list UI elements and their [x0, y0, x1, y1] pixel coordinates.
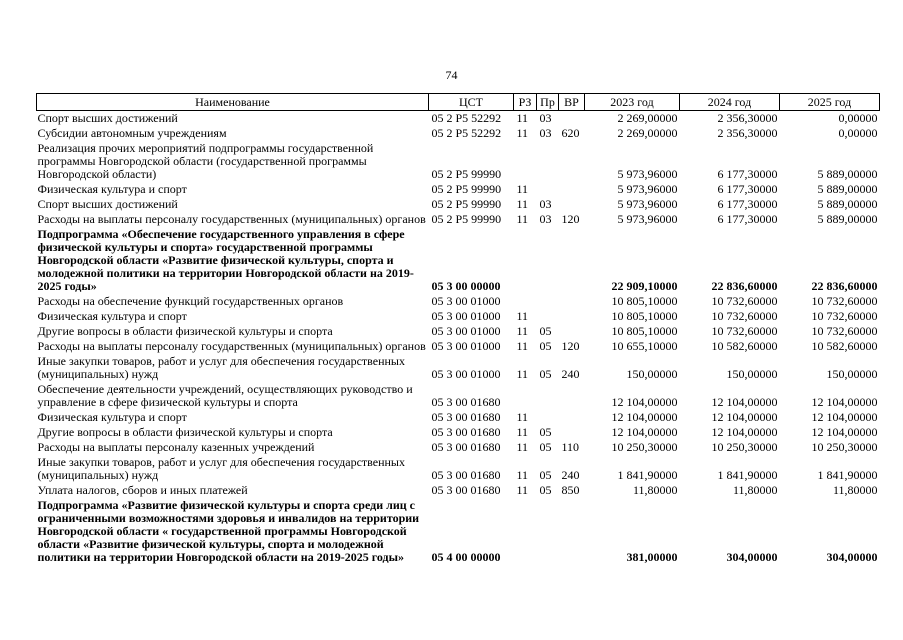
- cell-cst: 05 3 00 01000: [431, 324, 501, 338]
- cell-name: Расходы на обеспечение функций государственных органов: [37, 294, 344, 308]
- cell-y2024: 304,00000: [726, 550, 778, 564]
- cell-pr: [537, 309, 559, 324]
- cell-name: Физическая культура и спорт: [37, 182, 187, 196]
- cell-y2023: 5 973,96000: [617, 182, 678, 196]
- table-row: [37, 425, 880, 440]
- cell-rz: 11: [516, 197, 529, 211]
- cell-name: Расходы на выплаты персоналу казенных учреждений: [37, 440, 315, 454]
- table-row: [37, 294, 880, 309]
- cell-vr: [559, 425, 585, 440]
- cell-cst: 05 3 00 01680: [431, 395, 501, 409]
- budget-table: [36, 93, 880, 565]
- cell-name: Физическая культура и спорт: [37, 410, 187, 424]
- table-row: [37, 227, 880, 294]
- cell-vr: [559, 382, 585, 410]
- header-2023: 2023 год: [585, 94, 680, 111]
- cell-y2024: 10 732,60000: [711, 324, 778, 338]
- header-vr: ВР: [559, 94, 585, 111]
- cell-pr: [537, 141, 559, 182]
- cell-y2025: 12 104,00000: [811, 425, 878, 439]
- cell-name: Субсидии автономным учреждениям: [37, 126, 227, 140]
- header-rz: РЗ: [514, 94, 537, 111]
- header-pr: Пр: [537, 94, 559, 111]
- cell-cst: 05 2 P5 99990: [431, 167, 502, 181]
- cell-y2025: 10 250,30000: [811, 440, 878, 454]
- cell-y2023: 1 841,90000: [617, 468, 678, 482]
- cell-cst: 05 3 00 01000: [431, 367, 501, 381]
- cell-rz: 11: [516, 212, 529, 226]
- cell-y2025: 0,00000: [838, 126, 878, 140]
- cell-pr: 05: [539, 425, 552, 439]
- cell-y2024: 150,00000: [726, 367, 778, 381]
- cell-y2024: 6 177,30000: [717, 182, 778, 196]
- cell-vr: [559, 197, 585, 212]
- cell-vr: [559, 498, 585, 565]
- cell-rz: [514, 227, 537, 294]
- cell-rz: 11: [516, 182, 529, 196]
- cell-rz: 11: [516, 410, 529, 424]
- cell-y2024: 6 177,30000: [717, 212, 778, 226]
- cell-y2023: 5 973,96000: [617, 197, 678, 211]
- table-row: [37, 483, 880, 498]
- cell-pr: 03: [539, 111, 552, 125]
- cell-name: Подпрограмма «Развитие физической культуры и спорта среди лиц с ограниченными возможностями здоровья и инвалидов на территории Новгородской области « государственной программы Новгородской области «Развитие физической культуры, спорта и молодежной политики на территории Новгородской области на 2019-2025 годы»: [37, 498, 420, 564]
- cell-rz: 11: [516, 468, 529, 482]
- cell-pr: 05: [539, 367, 552, 381]
- cell-y2023: 10 805,10000: [611, 309, 678, 323]
- cell-y2023: 12 104,00000: [611, 410, 678, 424]
- cell-pr: [537, 227, 559, 294]
- table-row: [37, 382, 880, 410]
- cell-name: Другие вопросы в области физической культуры и спорта: [37, 324, 333, 338]
- cell-cst: 05 3 00 01680: [431, 440, 501, 454]
- cell-y2025: 22 836,60000: [811, 279, 878, 293]
- cell-pr: 03: [539, 212, 552, 226]
- cell-cst: 05 3 00 01680: [431, 468, 501, 482]
- cell-y2024: 2 356,30000: [717, 111, 778, 125]
- cell-y2024: 6 177,30000: [717, 197, 778, 211]
- cell-rz: 11: [516, 111, 529, 125]
- cell-name: Иные закупки товаров, работ и услуг для обеспечения государственных (муниципальных) нужд: [37, 455, 405, 482]
- cell-cst: 05 4 00 00000: [431, 550, 501, 564]
- cell-y2023: 11,80000: [632, 483, 678, 497]
- cell-rz: 11: [516, 339, 529, 353]
- header-2024: 2024 год: [680, 94, 780, 111]
- cell-name: Уплата налогов, сборов и иных платежей: [37, 483, 248, 497]
- cell-y2025: 10 582,60000: [811, 339, 878, 353]
- cell-vr: 850: [561, 483, 580, 497]
- page-number: 74: [445, 68, 458, 82]
- cell-name: Расходы на выплаты персоналу государственных (муниципальных) органов: [37, 339, 426, 353]
- table-row: [37, 455, 880, 483]
- cell-name: Расходы на выплаты персоналу государственных (муниципальных) органов: [37, 212, 426, 226]
- cell-vr: [559, 410, 585, 425]
- cell-y2025: 10 732,60000: [811, 324, 878, 338]
- cell-vr: 110: [561, 440, 580, 454]
- cell-rz: 11: [516, 483, 529, 497]
- cell-rz: 11: [516, 309, 529, 323]
- cell-y2025: 5 889,00000: [817, 197, 878, 211]
- cell-cst: 05 3 00 01000: [431, 339, 501, 353]
- header-name: Наименование: [37, 94, 429, 111]
- cell-vr: [559, 324, 585, 339]
- table-row: [37, 440, 880, 455]
- cell-rz: [514, 141, 537, 182]
- cell-cst: 05 3 00 01000: [431, 309, 501, 323]
- header-2025: 2025 год: [780, 94, 880, 111]
- cell-pr: 05: [539, 483, 552, 497]
- table-row: [37, 111, 880, 127]
- cell-cst: 05 3 00 00000: [431, 279, 501, 293]
- cell-vr: [559, 309, 585, 324]
- cell-vr: [559, 182, 585, 197]
- table-row: [37, 410, 880, 425]
- cell-y2025: 1 841,90000: [817, 468, 878, 482]
- cell-y2023: 5 973,96000: [617, 167, 678, 181]
- table-row: [37, 498, 880, 565]
- cell-name: Спорт высших достижений: [37, 111, 178, 125]
- table-row: [37, 339, 880, 354]
- table-row: [37, 141, 880, 182]
- cell-name: Реализация прочих мероприятий подпрограммы государственной программы Новгородской области (государственной программы Новгородской области): [37, 141, 374, 181]
- table-row: [37, 324, 880, 339]
- cell-y2024: 2 356,30000: [717, 126, 778, 140]
- cell-y2023: 2 269,00000: [617, 126, 678, 140]
- cell-rz: 11: [516, 324, 529, 338]
- cell-y2024: 6 177,30000: [717, 167, 778, 181]
- cell-rz: [514, 294, 537, 309]
- cell-y2025: 10 732,60000: [811, 294, 878, 308]
- cell-y2024: 22 836,60000: [711, 279, 778, 293]
- cell-vr: [559, 227, 585, 294]
- cell-y2025: 11,80000: [832, 483, 878, 497]
- table-row: [37, 212, 880, 227]
- table-row: [37, 126, 880, 141]
- cell-cst: 05 3 00 01000: [431, 294, 501, 308]
- cell-pr: 05: [539, 468, 552, 482]
- cell-rz: 11: [516, 367, 529, 381]
- cell-y2024: 10 582,60000: [711, 339, 778, 353]
- cell-name: Физическая культура и спорт: [37, 309, 187, 323]
- cell-cst: 05 2 P5 99990: [431, 197, 502, 211]
- cell-y2023: 22 909,10000: [611, 279, 678, 293]
- cell-y2023: 10 655,10000: [611, 339, 678, 353]
- cell-y2024: 10 732,60000: [711, 294, 778, 308]
- cell-y2024: 12 104,00000: [711, 410, 778, 424]
- cell-y2023: 10 805,10000: [611, 294, 678, 308]
- cell-name: Иные закупки товаров, работ и услуг для обеспечения государственных (муниципальных) нужд: [37, 354, 405, 381]
- cell-name: Обеспечение деятельности учреждений, осуществляющих руководство и управление в сфере физической культуры и спорта: [37, 382, 413, 409]
- cell-rz: [514, 382, 537, 410]
- cell-y2024: 1 841,90000: [717, 468, 778, 482]
- cell-y2025: 5 889,00000: [817, 212, 878, 226]
- cell-rz: 11: [516, 126, 529, 140]
- cell-vr: [559, 294, 585, 309]
- cell-cst: 05 2 P5 52292: [431, 111, 502, 125]
- table-row: [37, 197, 880, 212]
- table-row: [37, 354, 880, 382]
- cell-cst: 05 2 P5 99990: [431, 182, 502, 196]
- cell-y2023: 12 104,00000: [611, 395, 678, 409]
- cell-y2025: 12 104,00000: [811, 395, 878, 409]
- cell-rz: 11: [516, 425, 529, 439]
- cell-pr: 05: [539, 324, 552, 338]
- cell-cst: 05 3 00 01680: [431, 425, 501, 439]
- cell-cst: 05 2 P5 52292: [431, 126, 502, 140]
- cell-pr: [537, 382, 559, 410]
- cell-vr: 240: [561, 367, 580, 381]
- cell-vr: 240: [561, 468, 580, 482]
- cell-pr: 05: [539, 339, 552, 353]
- cell-rz: 11: [516, 440, 529, 454]
- cell-y2025: 5 889,00000: [817, 167, 878, 181]
- cell-vr: 120: [561, 339, 580, 353]
- cell-pr: [537, 294, 559, 309]
- cell-y2024: 10 250,30000: [711, 440, 778, 454]
- cell-pr: [537, 410, 559, 425]
- cell-y2024: 12 104,00000: [711, 395, 778, 409]
- cell-y2023: 150,00000: [626, 367, 678, 381]
- table-header-row: [37, 94, 880, 111]
- cell-y2025: 304,00000: [826, 550, 878, 564]
- cell-name: Подпрограмма «Обеспечение государственного управления в сфере физической культуры и спорта» государственной программы Новгородской области «Развитие физической культуры, спорта и молодежной политики на территории Новгородской области на 2019-2025 годы»: [37, 227, 414, 293]
- cell-rz: [514, 498, 537, 565]
- cell-y2025: 5 889,00000: [817, 182, 878, 196]
- cell-name: Спорт высших достижений: [37, 197, 178, 211]
- cell-cst: 05 2 P5 99990: [431, 212, 502, 226]
- cell-pr: [537, 182, 559, 197]
- cell-y2025: 10 732,60000: [811, 309, 878, 323]
- cell-name: Другие вопросы в области физической культуры и спорта: [37, 425, 333, 439]
- table-row: [37, 309, 880, 324]
- cell-vr: [559, 111, 585, 127]
- cell-vr: [559, 141, 585, 182]
- cell-y2023: 12 104,00000: [611, 425, 678, 439]
- cell-y2024: 11,80000: [732, 483, 778, 497]
- cell-y2025: 0,00000: [838, 111, 878, 125]
- cell-y2023: 5 973,96000: [617, 212, 678, 226]
- table-row: [37, 182, 880, 197]
- cell-y2023: 10 250,30000: [611, 440, 678, 454]
- cell-y2025: 12 104,00000: [811, 410, 878, 424]
- header-cst: ЦСТ: [429, 94, 514, 111]
- cell-pr: 03: [539, 197, 552, 211]
- cell-y2024: 10 732,60000: [711, 309, 778, 323]
- cell-cst: 05 3 00 01680: [431, 410, 501, 424]
- cell-pr: [537, 498, 559, 565]
- cell-cst: 05 3 00 01680: [431, 483, 501, 497]
- cell-y2025: 150,00000: [826, 367, 878, 381]
- cell-y2023: 10 805,10000: [611, 324, 678, 338]
- cell-pr: 05: [539, 440, 552, 454]
- cell-vr: 620: [561, 126, 580, 140]
- cell-y2023: 381,00000: [626, 550, 678, 564]
- cell-pr: 03: [539, 126, 552, 140]
- cell-vr: 120: [561, 212, 580, 226]
- cell-y2023: 2 269,00000: [617, 111, 678, 125]
- cell-y2024: 12 104,00000: [711, 425, 778, 439]
